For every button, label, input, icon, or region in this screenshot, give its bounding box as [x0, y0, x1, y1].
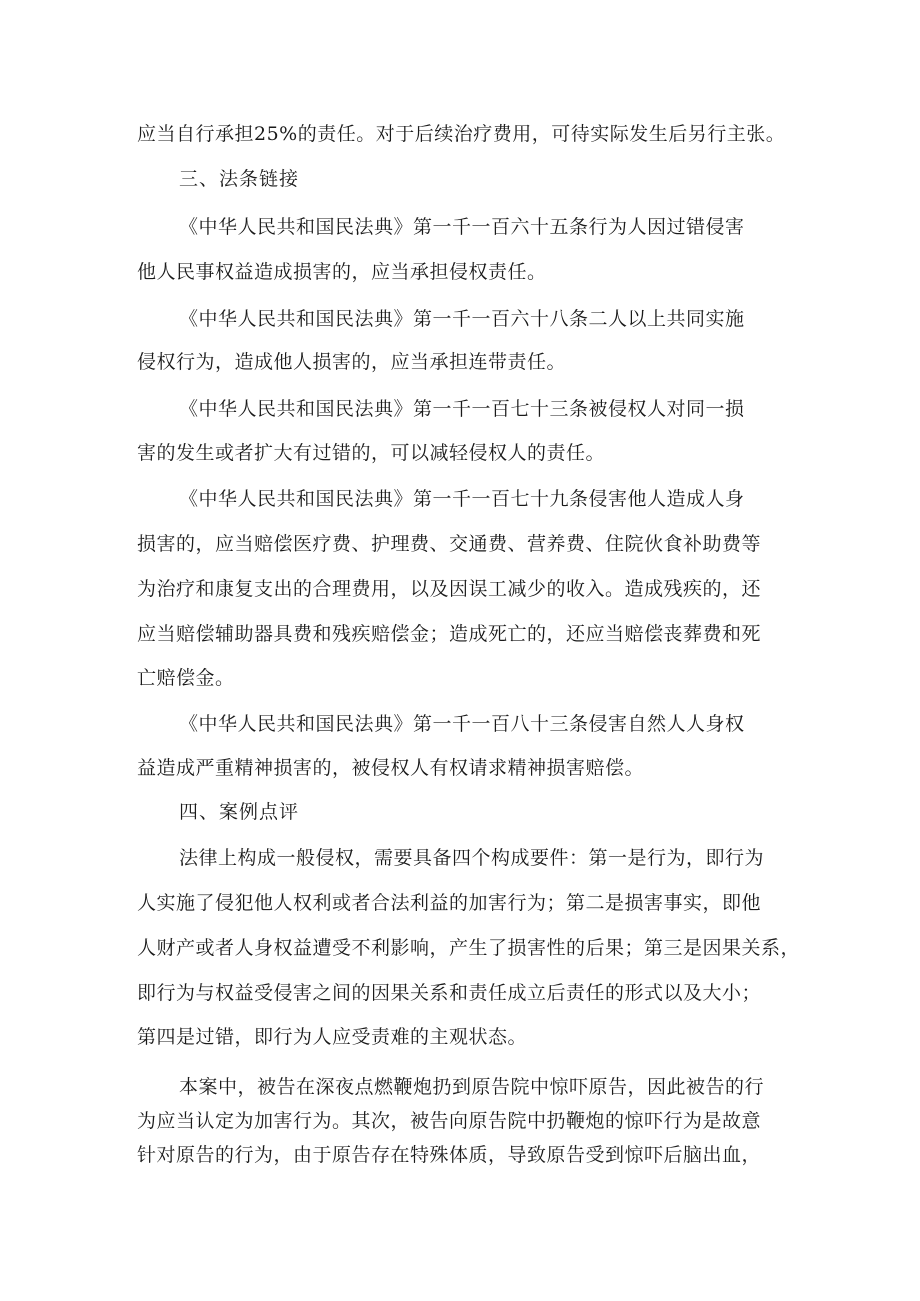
text-line: 损害的，应当赔偿医疗费、护理费、交通费、营养费、住院伙食补助费等 — [137, 533, 762, 555]
text-line: 他人民事权益造成损害的，应当承担侵权责任。 — [137, 261, 547, 283]
text-line: 应当自行承担25%的责任。对于后续治疗费用，可待实际发生后另行主张。 — [137, 123, 786, 145]
text-line: 人实施了侵犯他人权利或者合法利益的加害行为；第二是损害事实，即他 — [137, 892, 762, 914]
section-heading-case-review: 四、案例点评 — [179, 801, 300, 823]
text-line: 《中华人民共和国民法典》第一千一百七十九条侵害他人造成人身 — [179, 488, 745, 510]
text-line: 为应当认定为加害行为。其次，被告向原告院中扔鞭炮的惊吓行为是故意 — [137, 1110, 762, 1132]
text-line: 针对原告的行为，由于原告存在特殊体质，导致原告受到惊吓后脑出血， — [137, 1144, 762, 1166]
text-line: 亡赔偿金。 — [137, 667, 235, 689]
text-line: 人财产或者人身权益遭受不利影响，产生了损害性的后果；第三是因果关系， — [137, 937, 801, 959]
text-line: 为治疗和康复支出的合理费用，以及因误工减少的收入。造成残疾的，还 — [137, 578, 762, 600]
text-line: 侵权行为，造成他人损害的，应当承担连带责任。 — [137, 351, 567, 373]
text-line: 《中华人民共和国民法典》第一千一百七十三条被侵权人对同一损 — [179, 398, 745, 420]
text-line: 法律上构成一般侵权，需要具备四个构成要件：第一是行为，即行为 — [179, 847, 765, 869]
text-line: 即行为与权益受侵害之间的因果关系和责任成立后责任的形式以及大小； — [137, 982, 762, 1004]
text-line: 应当赔偿辅助器具费和残疾赔偿金；造成死亡的，还应当赔偿丧葬费和死 — [137, 623, 762, 645]
text-line: 《中华人民共和国民法典》第一千一百八十三条侵害自然人人身权 — [179, 713, 745, 735]
text-line: 《中华人民共和国民法典》第一千一百六十五条行为人因过错侵害 — [179, 216, 745, 238]
text-line: 《中华人民共和国民法典》第一千一百六十八条二人以上共同实施 — [179, 308, 745, 330]
text-line: 第四是过错，即行为人应受责难的主观状态。 — [137, 1026, 528, 1048]
section-heading-law-links: 三、法条链接 — [179, 168, 300, 190]
text-line: 本案中，被告在深夜点燃鞭炮扔到原告院中惊吓原告，因此被告的行 — [179, 1076, 765, 1098]
text-line: 益造成严重精神损害的，被侵权人有权请求精神损害赔偿。 — [137, 757, 645, 779]
text-line: 害的发生或者扩大有过错的，可以减轻侵权人的责任。 — [137, 442, 606, 464]
